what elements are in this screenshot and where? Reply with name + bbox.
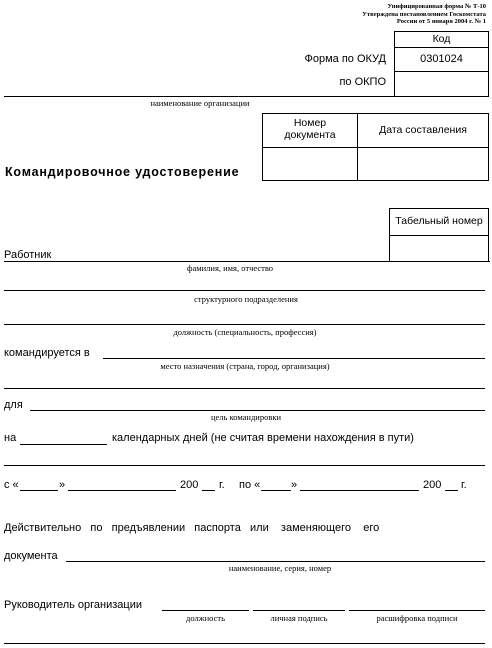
document-title: Командировочное удостоверение — [5, 165, 240, 179]
head-decoding-line[interactable] — [349, 610, 485, 611]
days-text: календарных дней (не считая времени нахождения в пути) — [112, 432, 414, 444]
valid-text: Действительно по предъявлении паспорта или заменяющего его — [4, 522, 380, 534]
extra-line[interactable] — [4, 465, 485, 466]
to-year-line[interactable] — [445, 490, 458, 491]
head-label: Руководитель организации — [4, 599, 143, 611]
organization-caption: наименование организации — [150, 98, 250, 108]
okud-label: Форма по ОКУД — [304, 53, 386, 65]
from-year: 200 — [180, 479, 199, 491]
to-month-line[interactable] — [300, 490, 419, 491]
doc-number-header: Номер документа — [284, 117, 336, 141]
doc-date-header: Дата составления — [379, 124, 467, 136]
tab-number-header: Табельный номер — [395, 215, 483, 227]
bottom-line — [4, 643, 485, 644]
organization-line[interactable] — [4, 96, 394, 97]
head-position-caption: должность — [186, 613, 225, 623]
form-header — [362, 3, 486, 26]
from-month-line[interactable] — [68, 490, 176, 491]
destination-caption: место назначения (страна, город, организация) — [160, 361, 330, 371]
position-line[interactable] — [4, 324, 485, 325]
to-open: по « — [239, 479, 261, 491]
sent-label: командируется в — [4, 347, 90, 359]
okpo-label: по ОКПО — [339, 76, 386, 88]
head-signature-line[interactable] — [253, 610, 345, 611]
position-caption: должность (специальность, профессия) — [173, 327, 317, 337]
purpose-label: для — [4, 399, 23, 411]
form-header-line3: России от 5 января 2004 г. № 1 — [396, 18, 486, 25]
destination-line[interactable] — [103, 358, 485, 359]
document-line[interactable] — [66, 561, 485, 562]
purpose-caption: цель командировки — [210, 412, 282, 422]
okud-value[interactable]: 0301024 — [420, 53, 463, 65]
to-close: » — [291, 479, 298, 491]
head-signature-caption: личная подпись — [270, 613, 328, 623]
document-label: документа — [4, 550, 58, 562]
employee-label: Работник — [4, 249, 52, 261]
head-decoding-caption: расшифровка подписи — [376, 613, 458, 623]
employee-line[interactable] — [4, 261, 490, 262]
form-header-line1: Унифицированная форма № Т-10 — [387, 3, 486, 10]
purpose-line[interactable] — [30, 410, 485, 411]
code-header: Код — [432, 33, 451, 45]
days-line[interactable] — [20, 444, 107, 445]
destination-line-2[interactable] — [4, 388, 485, 389]
document-caption: наименование, серия, номер — [228, 563, 332, 573]
from-open: с « — [4, 479, 19, 491]
head-position-line[interactable] — [162, 610, 249, 611]
from-close: » — [59, 479, 66, 491]
to-g: г. — [461, 479, 467, 491]
employee-caption: фамилия, имя, отчество — [186, 263, 274, 273]
from-day-line[interactable] — [20, 490, 58, 491]
from-g: г. — [219, 479, 225, 491]
to-year: 200 — [423, 479, 442, 491]
to-day-line[interactable] — [261, 490, 291, 491]
from-year-line[interactable] — [202, 490, 215, 491]
department-line[interactable] — [4, 290, 485, 291]
form-header-line2: Утверждена постановлением Госкомстата — [362, 10, 486, 18]
department-caption: структурного подразделения — [194, 294, 298, 304]
on-label: на — [4, 432, 17, 444]
